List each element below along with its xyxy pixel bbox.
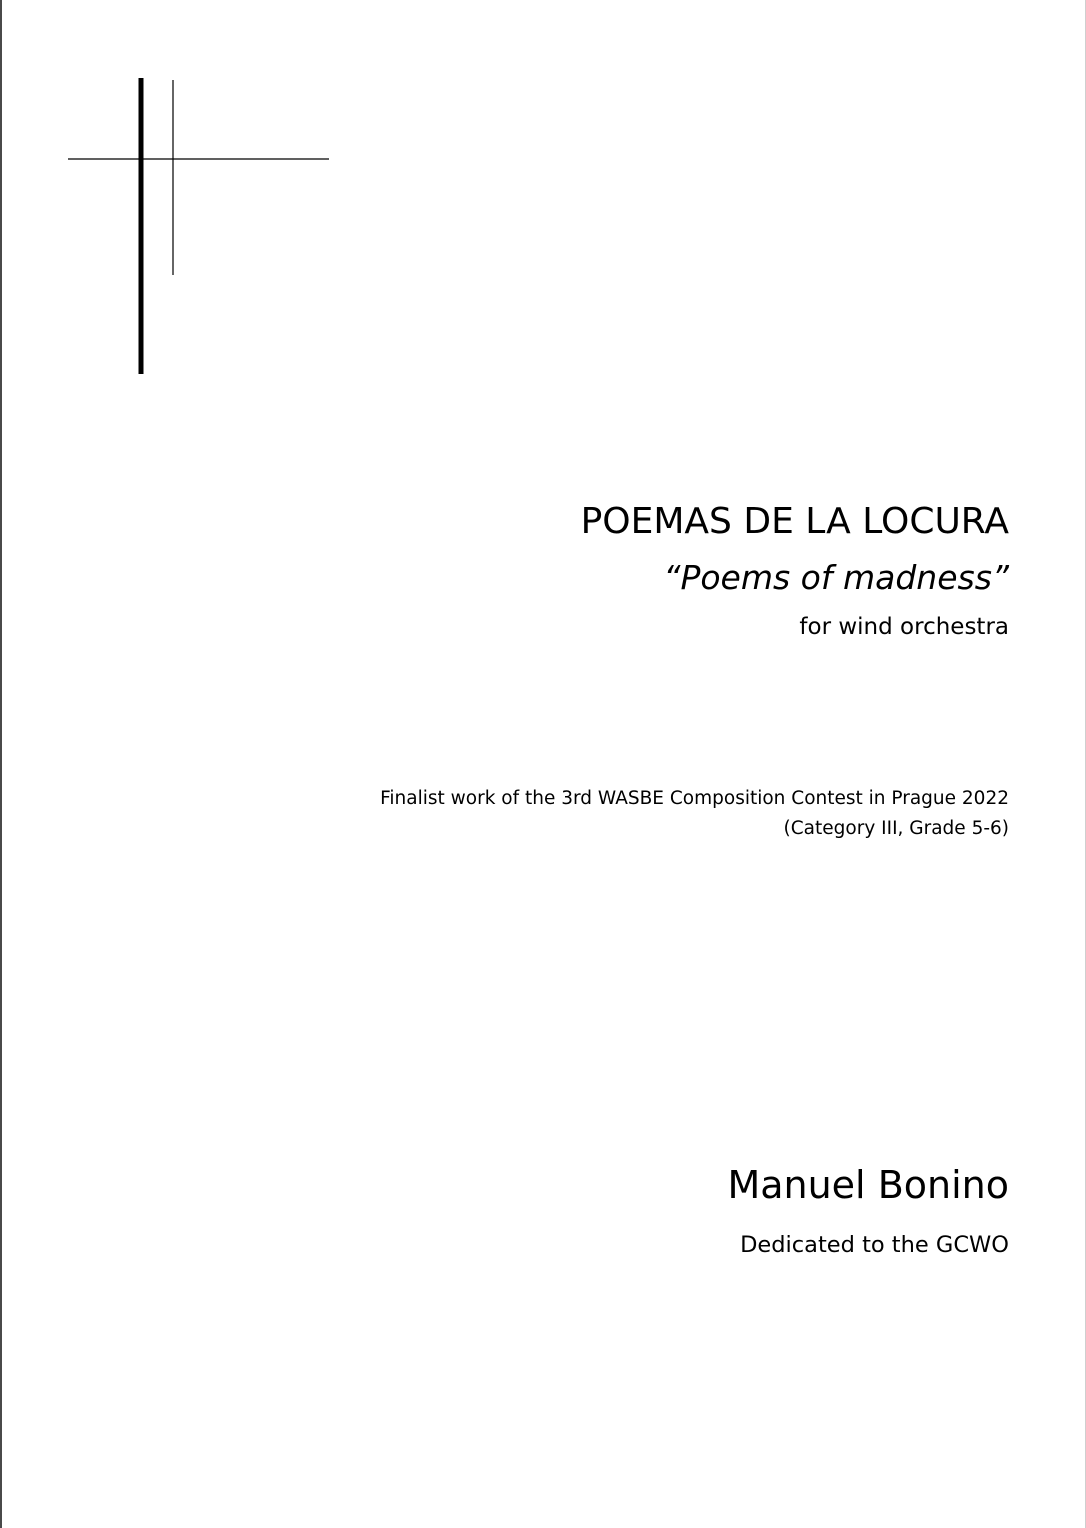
work-title: POEMAS DE LA LOCURA [580, 501, 1009, 542]
composer-name: Manuel Bonino [727, 1163, 1009, 1207]
instrumentation-text: for wind orchestra [799, 614, 1009, 640]
dedication-text: Dedicated to the GCWO [740, 1232, 1009, 1258]
work-subtitle: “Poems of madness” [663, 558, 1009, 597]
award-category: (Category III, Grade 5-6) [783, 818, 1009, 839]
decorative-cross-ornament [2, 0, 342, 380]
award-note: Finalist work of the 3rd WASBE Composition Contest in Prague 2022 [380, 788, 1009, 809]
